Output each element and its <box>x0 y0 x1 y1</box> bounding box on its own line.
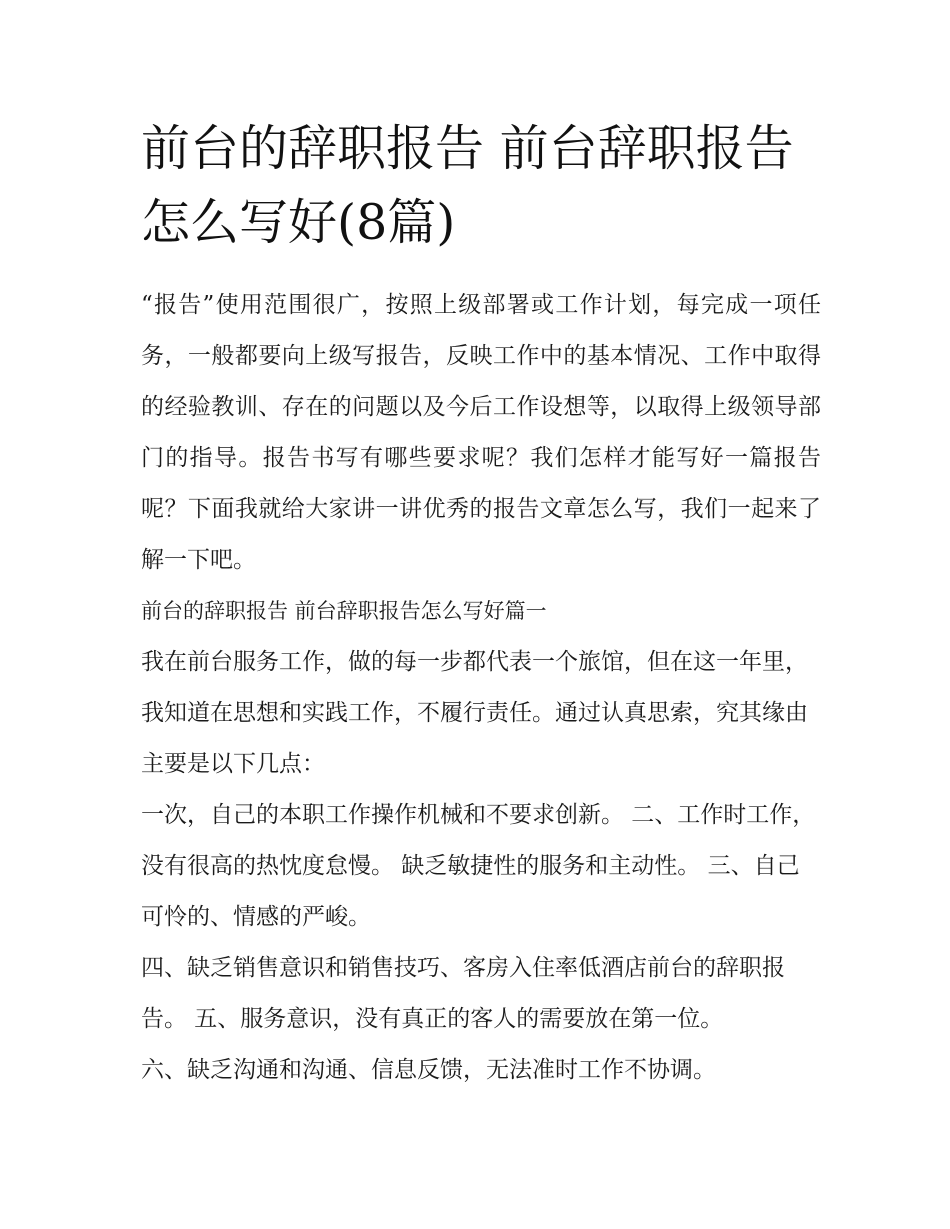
body-paragraph-4: 六、缺乏沟通和沟通、信息反馈，无法准时工作不协调。 <box>141 1057 716 1083</box>
intro-paragraph: “报告”使用范围很广，按照上级部署或工作计划，每完成一项任务，一般都要向上级写报告，反映工作中的基本情况、工作中取得的经验教训、存在的问题以及今后工作设想等，以取得上级领导部门的指导。报告书写有哪些要求呢？我们怎样才能写好一篇报告呢？下面我就给大家讲一讲优秀的报告文章怎么写，我们一起来了解一下吧。 <box>141 292 821 573</box>
section-heading: 前台的辞职报告 前台辞职报告怎么写好篇一 <box>141 599 547 623</box>
document-title: 前台的辞职报告 前台辞职报告怎么写好(8篇) <box>141 120 794 251</box>
body-paragraph-3: 四、缺乏销售意识和销售技巧、客房入住率低酒店前台的辞职报告。 五、服务意识，没有真正的客人的需要放在第一位。 <box>141 955 785 1032</box>
body-paragraph-2: 一次，自己的本职工作操作机械和不要求创新。 二、工作时工作，没有很高的热忱度怠慢。 缺乏敏捷性的服务和主动性。 三、自己可怜的、情感的严峻。 <box>141 802 816 930</box>
body-paragraph-1: 我在前台服务工作，做的每一步都代表一个旅馆，但在这一年里，我知道在思想和实践工作，不履行责任。通过认真思索，究其缘由主要是以下几点： <box>141 649 808 777</box>
document-page <box>141 112 821 1096</box>
